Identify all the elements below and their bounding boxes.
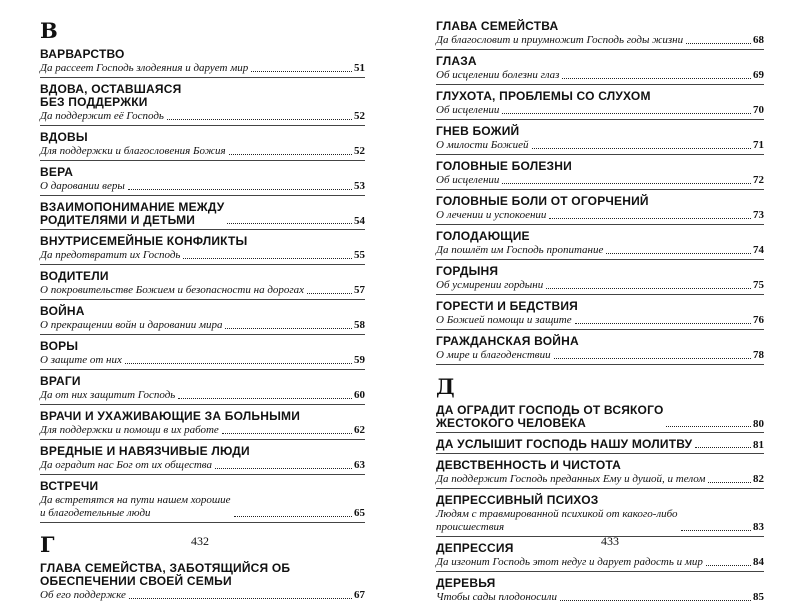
entry-subtitle: О покровительстве Божием и безопасности на дорогах [40,284,305,296]
index-entry [436,265,764,295]
entry-page-number: 54 [354,215,365,227]
dot-leader [222,433,352,434]
dot-leader [575,323,751,324]
left-page [0,0,400,601]
index-entry [436,335,764,365]
section-letter: Д [436,374,455,399]
index-entry [436,90,764,120]
dot-leader [606,253,751,254]
dot-leader [178,398,352,399]
index-entry [40,201,365,230]
entry-page-number: 55 [354,249,365,261]
entry-subtitle-row [40,284,365,297]
entry-subtitle-row [40,354,365,367]
entry-title: ГЛАВА СЕМЕЙСТВА [436,19,559,33]
entry-subtitle-row [436,104,764,117]
entry-subtitle: Чтобы сады плодоносили [436,591,557,603]
dot-leader [502,113,751,114]
entry-subtitle-row [436,349,764,362]
entry-subtitle-row [40,459,365,472]
entry-subtitle-row [40,494,365,520]
dot-leader [307,293,352,294]
entry-title: ГОЛОВНЫЕ БОЛИ ОТ ОГОРЧЕНИЙ [436,194,649,208]
index-entry [40,48,365,78]
entry-subtitle-row [436,69,764,82]
entry-subtitle: О даровании веры [40,180,125,192]
entry-subtitle-row [40,319,365,332]
entry-subtitle: Да пошлёт им Господь пропитание [436,244,604,256]
entry-title: ВДОВЫ [40,130,88,144]
entry-page-number: 60 [354,389,365,401]
right-page [400,0,800,603]
entry-subtitle: Об его поддержке [40,589,126,601]
dot-leader [560,600,751,601]
entry-page-number: 73 [753,209,764,221]
entry-title: ДЕПРЕССИЯ [436,541,514,555]
entry-title-row [436,404,764,430]
section-letter: Г [40,532,55,557]
entry-page-number: 62 [354,424,365,436]
index-entry [40,410,365,440]
index-entry [40,131,365,161]
entry-subtitle-row [40,145,365,158]
entry-subtitle-row [40,424,365,437]
dot-leader [225,328,352,329]
entry-title: ВОЙНА [40,304,85,318]
entry-title: ВНУТРИСЕМЕЙНЫЕ КОНФЛИКТЫ [40,234,248,248]
dot-leader [549,218,751,219]
dot-leader [686,43,751,44]
index-entry [436,125,764,155]
entry-subtitle-row [40,589,365,602]
index-entry [40,166,365,196]
entry-page-number: 85 [753,591,764,603]
entry-page-number: 80 [753,418,764,430]
index-entry [436,55,764,85]
entry-page-number: 75 [753,279,764,291]
index-entry [436,230,764,260]
dot-leader [706,565,751,566]
entry-subtitle: О прекращении войн и даровании мира [40,319,223,331]
entry-page-number: 83 [753,521,764,533]
entry-page-number: 68 [753,34,764,46]
dot-leader [215,468,352,469]
entry-subtitle-row [436,209,764,222]
entry-subtitle-row [40,249,365,262]
entry-subtitle-row [436,244,764,257]
dot-leader [167,119,352,120]
entry-title: ДЕРЕВЬЯ [436,576,496,590]
entry-title: ДА УСЛЫШИТ ГОСПОДЬ НАШУ МОЛИТВУ [436,437,693,451]
entry-page-number: 71 [753,139,764,151]
entry-page-number: 53 [354,180,365,192]
page-number: 432 [191,534,209,548]
entry-title: ВСТРЕЧИ [40,479,99,493]
entry-title: ВДОВА, ОСТАВШАЯСЯ БЕЗ ПОДДЕРЖКИ [40,82,182,109]
dot-leader [708,482,751,483]
entry-page-number: 78 [753,349,764,361]
entry-subtitle: Людям с травмированной психикой от какого-либо происшествия [436,508,678,533]
entry-page-number: 72 [753,174,764,186]
entry-title: ДА ОГРАДИТ ГОСПОДЬ ОТ ВСЯКОГО ЖЕСТОКОГО ЧЕЛОВЕКА [436,403,664,430]
entry-page-number: 74 [753,244,764,256]
dot-leader [666,426,751,427]
entry-subtitle: Для поддержки и благословения Божия [40,145,226,157]
dot-leader [227,223,352,224]
section-letter: В [40,18,58,43]
entry-title: ВРАЧИ И УХАЖИВАЮЩИЕ ЗА БОЛЬНЫМИ [40,409,301,423]
entry-page-number: 82 [753,473,764,485]
entry-title-row [436,438,764,451]
entry-subtitle: Да встретятся на пути нашем хорошие и благодетельные люди [40,494,231,519]
index-entry [436,494,764,537]
entry-page-number: 52 [354,145,365,157]
index-entry [40,83,365,126]
entry-subtitle-row [40,180,365,193]
entry-subtitle-row [436,34,764,47]
entry-title-row [40,201,365,227]
entry-subtitle: Да рассеет Господь злодеяния и дарует мир [40,62,249,74]
dot-leader [554,358,751,359]
entry-subtitle-row [40,62,365,75]
entry-subtitle: Да предотвратит их Господь [40,249,181,261]
entry-subtitle-row [436,279,764,292]
entry-subtitle-row [436,139,764,152]
dot-leader [125,363,352,364]
index-entry [40,480,365,523]
entry-subtitle-row [436,174,764,187]
entry-title: ГЛАВА СЕМЕЙСТВА, ЗАБОТЯЩИЙСЯ ОБ ОБЕСПЕЧЕНИИ СВОЕЙ СЕМЬИ [40,561,291,588]
index-entry [436,577,764,606]
entry-subtitle: Да изгонит Господь этот недуг и дарует радость и мир [436,556,703,568]
index-entry [436,459,764,489]
entry-subtitle-row [436,473,764,486]
index-entry [40,562,365,604]
entry-subtitle: Об усмирении гордыни [436,279,544,291]
entry-page-number: 65 [354,507,365,519]
dot-leader [129,598,352,599]
entry-subtitle-row [40,389,365,402]
right-index-list [436,20,764,611]
entry-title: ГРАЖДАНСКАЯ ВОЙНА [436,334,579,348]
entry-title: ВАРВАРСТВО [40,47,125,61]
entry-page-number: 51 [354,62,365,74]
dot-leader [229,154,352,155]
index-entry [40,445,365,475]
index-entry [436,195,764,225]
index-entry [40,270,365,300]
dot-leader [502,183,751,184]
entry-title: ГОЛОВНЫЕ БОЛЕЗНИ [436,159,572,173]
entry-title: ГНЕВ БОЖИЙ [436,124,520,138]
entry-page-number: 76 [753,314,764,326]
entry-subtitle-row [40,110,365,123]
index-entry [40,235,365,265]
entry-title: ДЕВСТВЕННОСТЬ И ЧИСТОТА [436,458,622,472]
entry-title: ВРЕДНЫЕ И НАВЯЗЧИВЫЕ ЛЮДИ [40,444,250,458]
entry-page-number: 81 [753,439,764,451]
entry-subtitle: Об исцелении [436,174,500,186]
entry-page-number: 84 [753,556,764,568]
entry-subtitle: Да поддержит Господь преданных Ему и душой, и телом [436,473,706,485]
entry-title: ГЛУХОТА, ПРОБЛЕМЫ СО СЛУХОМ [436,89,651,103]
entry-subtitle-row [436,556,764,569]
entry-page-number: 69 [753,69,764,81]
index-entry [40,375,365,405]
entry-title: ВОДИТЕЛИ [40,269,109,283]
index-entry [436,160,764,190]
dot-leader [128,189,352,190]
dot-leader [695,447,751,448]
entry-page-number: 57 [354,284,365,296]
entry-subtitle: Для поддержки и помощи в их работе [40,424,219,436]
index-entry [436,300,764,330]
entry-title: ВЗАИМОПОНИМАНИЕ МЕЖДУ РОДИТЕЛЯМИ И ДЕТЬМИ [40,200,225,227]
entry-title: ГОЛОДАЮЩИЕ [436,229,530,243]
entry-subtitle: О милости Божией [436,139,529,151]
entry-title: ВРАГИ [40,374,81,388]
entry-subtitle: Да оградит нас Бог от их общества [40,459,212,471]
entry-subtitle: Да от них защитит Господь [40,389,176,401]
index-entry [436,20,764,50]
entry-subtitle: О защите от них [40,354,122,366]
index-entry [436,404,764,433]
entry-page-number: 59 [354,354,365,366]
entry-page-number: 67 [354,589,365,601]
entry-subtitle: О Божией помощи и защите [436,314,572,326]
entry-title: ГЛАЗА [436,54,477,68]
entry-title: ВОРЫ [40,339,79,353]
index-entry [436,438,764,454]
entry-page-number: 58 [354,319,365,331]
dot-leader [234,516,352,517]
entry-subtitle: Об исцелении болезни глаз [436,69,560,81]
entry-title: ДЕПРЕССИВНЫЙ ПСИХОЗ [436,493,599,507]
entry-subtitle: О мире и благоденствии [436,349,551,361]
entry-subtitle-row [436,591,764,604]
entry-title: ГОРДЫНЯ [436,264,499,278]
dot-leader [532,148,751,149]
entry-subtitle: Да благословит и приумножит Господь годы жизни [436,34,684,46]
entry-subtitle-row [436,508,764,534]
dot-leader [681,530,751,531]
dot-leader [183,258,352,259]
dot-leader [562,78,751,79]
dot-leader [546,288,751,289]
index-entry [40,305,365,335]
entry-subtitle: О лечении и успокоении [436,209,547,221]
entry-title: ВЕРА [40,165,74,179]
entry-subtitle: Да поддержит её Господь [40,110,164,122]
entry-subtitle: Об исцелении [436,104,500,116]
entry-title: ГОРЕСТИ И БЕДСТВИЯ [436,299,578,313]
left-index-list [40,14,365,609]
dot-leader [251,71,352,72]
entry-page-number: 52 [354,110,365,122]
index-entry [40,340,365,370]
page-number: 433 [601,534,619,548]
entry-page-number: 63 [354,459,365,471]
entry-subtitle-row [436,314,764,327]
entry-page-number: 70 [753,104,764,116]
